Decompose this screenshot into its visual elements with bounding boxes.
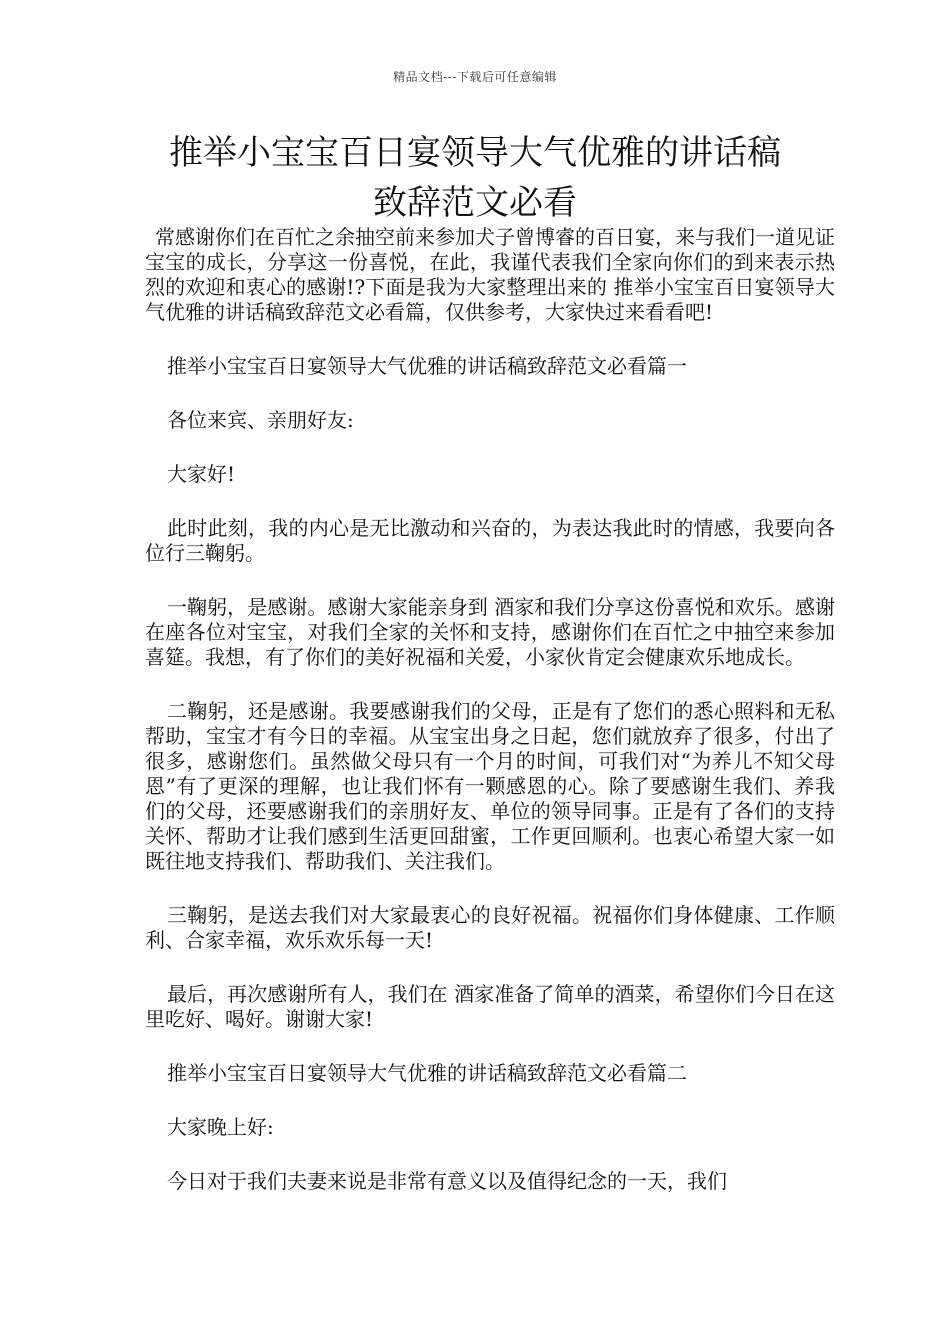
title-line-1: 推举小宝宝百日宴领导大气优雅的讲话稿: [169, 133, 781, 173]
body-paragraph: 最后，再次感谢所有人，我们在 酒家准备了简单的酒菜，希望你们今日在这里吃好、喝好。谢谢大家!: [145, 982, 835, 1031]
body-paragraph: 此时此刻，我的内心是无比激动和兴奋的，为表达我此时的情感，我要向各位行三鞠躬。: [145, 516, 835, 565]
body-paragraph: 今日对于我们夫妻来说是非常有意义以及值得纪念的一天，我们: [167, 1169, 727, 1193]
section-heading-1: 推举小宝宝百日宴领导大气优雅的讲话稿致辞范文必看篇一: [167, 354, 687, 378]
salutation: 各位来宾、亲朋好友:: [167, 408, 354, 432]
intro-paragraph: 常感谢你们在百忙之余抽空前来参加犬子曾博睿的百日宴，来与我们一道见证宝宝的成长，分享这一份喜悦，在此，我谨代表我们全家向你们的到来表示热烈的欢迎和衷心的感谢!?下面是我为大家整理出来的 推举小宝宝百日宴领导大气优雅的讲话稿致辞范文必看篇，仅供参考，大家快过来看看吧!: [145, 225, 835, 324]
body-paragraph: 二鞠躬，还是感谢。我要感谢我们的父母，正是有了您们的悉心照料和无私帮助，宝宝才有今日的幸福。从宝宝出身之日起，您们就放弃了很多，付出了很多，感谢您们。虽然做父母只有一个月的时间，可我们对“为养儿不知父母恩”有了更深的理解，也让我们怀有一颗感恩的心。除了要感谢生我们、养我们的父母，还要感谢我们的亲朋好友、单位的领导同事。正是有了各们的支持关怀、帮助才让我们感到生活更回甜蜜，工作更回顺利。也衷心希望大家一如既往地支持我们、帮助我们、关注我们。: [145, 699, 835, 873]
document-title: [120, 128, 830, 228]
body-paragraph: 三鞠躬，是送去我们对大家最衷心的良好祝福。祝福你们身体健康、工作顺利、合家幸福，欢乐欢乐每一天!: [145, 903, 835, 952]
section-heading-2: 推举小宝宝百日宴领导大气优雅的讲话稿致辞范文必看篇二: [167, 1061, 687, 1085]
title-line-2: 致辞范文必看: [373, 183, 577, 223]
document-body: [145, 225, 835, 1223]
greeting-evening: 大家晚上好:: [167, 1115, 274, 1139]
greeting: 大家好!: [167, 462, 236, 486]
header-note: 精品文档---下载后可任意编辑: [393, 70, 557, 84]
body-paragraph: 一鞠躬，是感谢。感谢大家能亲身到 酒家和我们分享这份喜悦和欢乐。感谢在座各位对宝宝，对我们全家的关怀和支持，感谢你们在百忙之中抽空来参加喜筵。我想，有了你们的美好祝福和关爱，小家伙肯定会健康欢乐地成长。: [145, 595, 835, 669]
